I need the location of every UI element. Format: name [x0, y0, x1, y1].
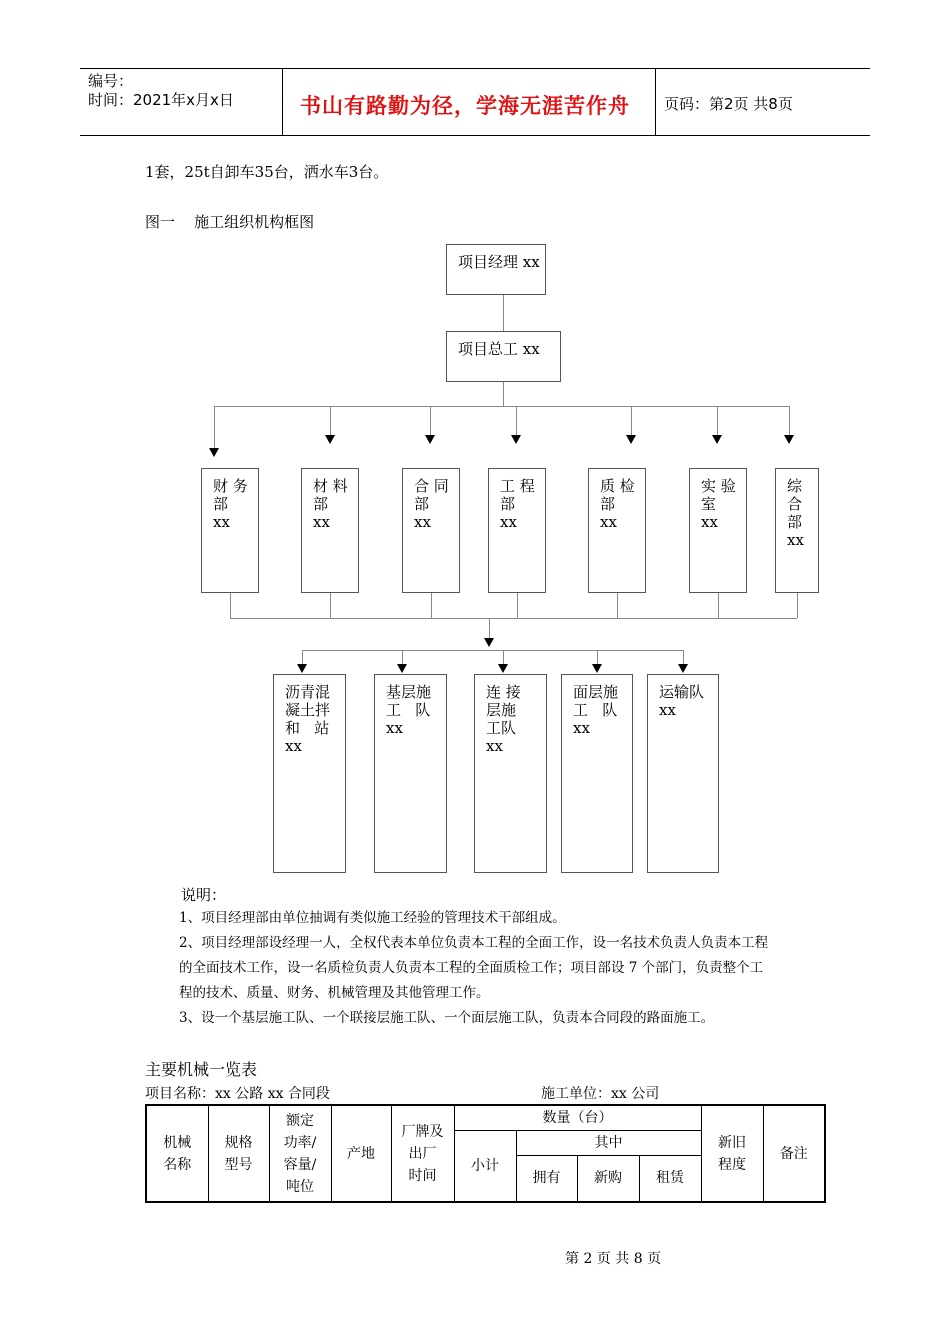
- arrow-down-icon: [297, 664, 307, 673]
- figure-caption: 图一 施工组织机构框图: [145, 213, 315, 231]
- notes-heading: 说明：: [181, 886, 227, 904]
- connector: [402, 650, 403, 664]
- connector: [683, 650, 684, 664]
- org-label-finance: 财 务 部 xx: [213, 477, 248, 531]
- merge-bus: [230, 618, 797, 619]
- arrow-down-icon: [784, 435, 794, 444]
- team-bus: [302, 650, 683, 651]
- header-cell: [269, 1105, 331, 1202]
- arrow-down-icon: [397, 664, 407, 673]
- header-bottom-rule: [80, 135, 870, 136]
- connector: [214, 406, 215, 448]
- connector: [789, 406, 790, 436]
- arrow-down-icon: [626, 435, 636, 444]
- org-label-base-team: 基层施 工 队 xx: [386, 683, 432, 737]
- col-brand-date: 厂牌及 出厂 时间: [401, 1123, 444, 1184]
- org-label-asphalt-station: 沥青混 凝土拌 和 站 xx: [285, 683, 331, 755]
- col-rated: 额定 功率/ 容量/ 吨位: [283, 1112, 317, 1195]
- connector: [516, 406, 517, 436]
- org-label-surface-team: 面层施 工 队 xx: [573, 683, 619, 737]
- note-item-2-line-3: 程的技术、质量、财务、机械管理及其他管理工作。: [179, 985, 490, 1001]
- arrow-down-icon: [209, 448, 219, 457]
- org-box-contracts: [402, 468, 460, 593]
- machinery-table: [145, 1104, 826, 1203]
- org-label-transport-team: 运输队 xx: [659, 683, 705, 719]
- department-bus: [214, 406, 790, 407]
- note-item-2-line-1: 2、项目经理部设经理一人，全权代表本单位负责本工程的全面工作，设一名技术负责人负责本工程: [179, 935, 769, 951]
- connector: [797, 593, 798, 618]
- header-number-label: 编号：: [88, 72, 134, 90]
- col-owned: 拥有: [532, 1170, 561, 1187]
- table-title: 主要机械一览表: [145, 1060, 258, 1079]
- header-divider-left: [282, 68, 283, 136]
- arrow-down-icon: [712, 435, 722, 444]
- connector: [489, 618, 490, 638]
- note-item-1: 1、项目经理部由单位抽调有类似施工经验的管理技术干部组成。: [179, 910, 566, 926]
- org-box-general: [775, 468, 819, 593]
- project-name: 项目名称：xx 公路 xx 合同段: [145, 1086, 330, 1102]
- org-box-chief-engineer: [446, 331, 561, 382]
- org-box-quality: [588, 468, 646, 593]
- header-cell: [577, 1155, 639, 1202]
- org-label-materials: 材 料 部 xx: [313, 477, 348, 531]
- connector: [503, 295, 504, 332]
- org-box-connection-team: [474, 674, 547, 873]
- header-top-rule: [80, 68, 870, 69]
- header-cell: [516, 1130, 701, 1155]
- page-footer: 第 2 页 共 8 页: [565, 1251, 662, 1267]
- org-box-finance: [201, 468, 259, 593]
- connector: [430, 406, 431, 436]
- org-label-engineering: 工 程 部 xx: [500, 477, 535, 531]
- header-cell: [639, 1155, 701, 1202]
- org-label-contracts: 合 同 部 xx: [414, 477, 449, 531]
- org-box-engineering: [488, 468, 546, 593]
- col-lease: 租赁: [656, 1170, 684, 1187]
- org-label-project-manager: 项目经理 xx: [458, 253, 540, 271]
- connector: [597, 650, 598, 664]
- note-item-3: 3、设一个基层施工队、一个联接层施工队、一个面层施工队，负责本合同段的路面施工。: [179, 1010, 715, 1026]
- note-item-2-line-2: 的全面技术工作，设一名质检负责人负责本工程的全面质检工作；项目部设 7 个部门，负责整个工: [179, 960, 764, 976]
- org-label-connection-team: 连 接 层施 工队 xx: [486, 683, 521, 755]
- header-cell: [763, 1105, 825, 1202]
- connector: [617, 593, 618, 618]
- arrow-down-icon: [678, 664, 688, 673]
- col-subtotal: 小计: [471, 1157, 499, 1174]
- header-motto: 书山有路勤为径，学海无涯苦作舟: [300, 94, 630, 118]
- org-label-general: 综 合 部 xx: [787, 477, 804, 549]
- col-machine-name: 机械 名称: [163, 1134, 192, 1173]
- org-box-materials: [301, 468, 359, 593]
- org-box-base-team: [374, 674, 447, 873]
- connector: [431, 593, 432, 618]
- header-cell: [146, 1105, 208, 1202]
- org-label-chief-engineer: 项目总工 xx: [458, 340, 540, 358]
- connector: [230, 593, 231, 618]
- col-among: 其中: [594, 1134, 623, 1151]
- connector: [330, 593, 331, 618]
- org-box-surface-team: [561, 674, 633, 873]
- arrow-down-icon: [511, 435, 521, 444]
- arrow-down-icon: [592, 664, 602, 673]
- header-cell: [391, 1105, 454, 1202]
- header-cell: [454, 1130, 516, 1202]
- header-divider-right: [655, 68, 656, 136]
- org-label-laboratory: 实 验 室 xx: [701, 477, 736, 531]
- connector: [517, 593, 518, 618]
- connector: [503, 650, 504, 664]
- col-origin: 产地: [347, 1145, 375, 1162]
- org-box-project-manager: [446, 244, 546, 295]
- col-new-buy: 新购: [594, 1170, 622, 1187]
- connector: [503, 382, 504, 406]
- company-name: 施工单位：xx 公司: [541, 1086, 660, 1102]
- connector: [631, 406, 632, 436]
- org-box-laboratory: [689, 468, 747, 593]
- arrow-down-icon: [325, 435, 335, 444]
- header-time-label: 时间：2021年x月x日: [88, 91, 234, 109]
- col-quantity: 数量（台）: [542, 1109, 613, 1126]
- header-cell: [701, 1105, 763, 1202]
- org-label-quality: 质 检 部 xx: [600, 477, 635, 531]
- header-page-label: 页码：第2页 共8页: [664, 95, 793, 113]
- arrow-down-icon: [484, 638, 494, 647]
- connector: [718, 593, 719, 618]
- arrow-down-icon: [425, 435, 435, 444]
- intro-line: 1套，25t自卸车35台，洒水车3台。: [145, 163, 389, 181]
- header-cell: [208, 1105, 269, 1202]
- col-condition: 新旧 程度: [718, 1134, 746, 1173]
- col-model: 规格 型号: [224, 1134, 253, 1173]
- connector: [330, 406, 331, 436]
- header-cell: [331, 1105, 391, 1202]
- col-remarks: 备注: [779, 1145, 808, 1162]
- header-cell: [454, 1105, 701, 1130]
- connector: [302, 650, 303, 664]
- org-box-transport-team: [647, 674, 719, 873]
- header-cell: [516, 1155, 577, 1202]
- org-box-asphalt-station: [273, 674, 346, 873]
- connector: [717, 406, 718, 436]
- arrow-down-icon: [498, 664, 508, 673]
